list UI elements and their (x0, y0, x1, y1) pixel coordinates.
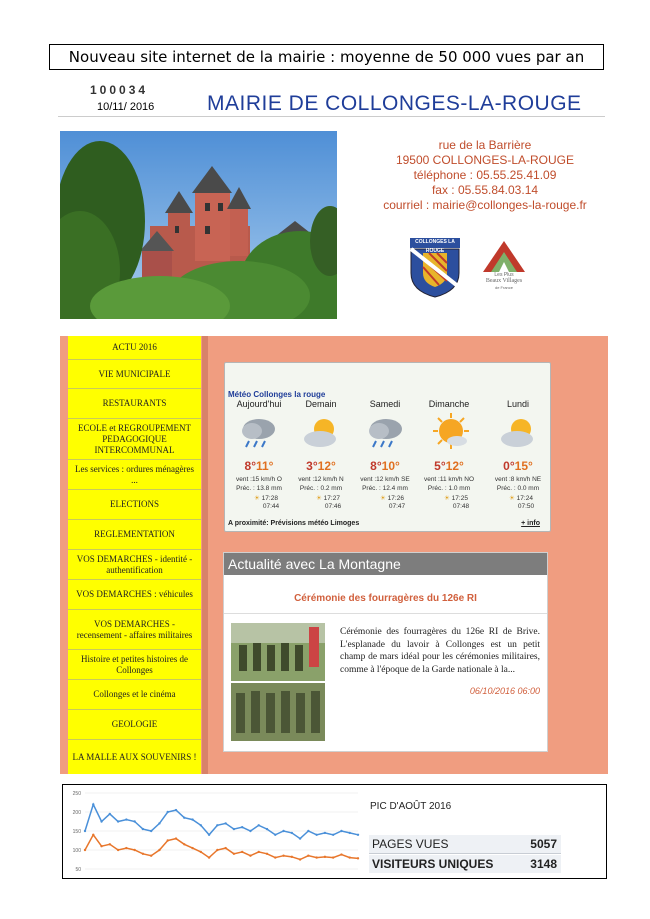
weather-day-name: Demain (305, 399, 337, 409)
data-point (158, 822, 160, 824)
crest-label: COLLONGES LA ROUGE (415, 239, 455, 254)
sunset-icon: ☀ (254, 495, 260, 502)
data-point (340, 830, 342, 832)
weather-widget (224, 362, 551, 532)
weather-day-name: Lundi (506, 399, 530, 409)
data-point (349, 856, 351, 858)
data-point (142, 853, 144, 855)
rain-cloud-icon (366, 413, 406, 453)
weather-details: vent :11 km/h NO Préc. : 1.0 mm (423, 476, 475, 492)
menu-item-cinema[interactable]: Collonges et le cinéma (68, 680, 201, 710)
data-point (167, 811, 169, 813)
address-email[interactable]: courriel : mairie@collonges-la-rouge.fr (383, 198, 587, 212)
weather-details: vent :12 km/h N Préc. : 0.2 mm (298, 476, 344, 492)
sun-cloud-icon (302, 413, 342, 453)
menu-item-elections[interactable]: ELECTIONS (68, 490, 201, 520)
weather-more-link[interactable]: + info (521, 520, 540, 527)
news-date: 06/10/2016 06:00 (469, 686, 540, 696)
weather-temp: 0°15° (503, 459, 533, 473)
stat-value: 3148 (530, 857, 557, 871)
traffic-stats-panel (62, 784, 607, 879)
menu-item-actu[interactable]: ACTU 2016 (68, 336, 201, 360)
data-point (324, 832, 326, 834)
weather-day-name: Samedi (369, 399, 401, 409)
data-point (274, 856, 276, 858)
menu-item-demarches-identite[interactable]: VOS DEMARCHES - identité - authentification (68, 550, 201, 580)
weather-temp: 8°11° (244, 459, 274, 473)
data-point (200, 824, 202, 826)
data-point (117, 820, 119, 822)
data-point (200, 851, 202, 853)
data-point (258, 851, 260, 853)
weather-temp: 5°12° (434, 459, 464, 473)
data-point (175, 809, 177, 811)
data-point (224, 847, 226, 849)
data-point (92, 803, 94, 805)
series-line-0 (85, 804, 358, 838)
y-tick-label: 150 (72, 829, 81, 835)
town-crest-logo (409, 237, 461, 299)
data-point (100, 845, 102, 847)
data-point (332, 856, 334, 858)
data-point (340, 853, 342, 855)
data-point (109, 813, 111, 815)
news-photo[interactable] (231, 623, 325, 741)
data-point (357, 857, 359, 859)
weather-details: vent :12 km/h SE Préc. : 12.4 mm (360, 476, 410, 492)
y-tick-label: 100 (72, 848, 81, 854)
data-point (249, 830, 251, 832)
logo-text-bot: de France (494, 285, 513, 290)
menu-item-vie-municipale[interactable]: VIE MUNICIPALE (68, 360, 201, 389)
announcement-banner: Nouveau site internet de la mairie : moyenne de 50 000 vues par an (49, 44, 604, 70)
data-point (282, 830, 284, 832)
data-point (133, 849, 135, 851)
data-point (133, 820, 135, 822)
data-point (125, 847, 127, 849)
sunset-icon: ☀ (316, 495, 322, 502)
data-point (167, 839, 169, 841)
menu-item-ecole[interactable]: ECOLE et REGROUPEMENT PEDAGOGIQUE INTERCOMMUNAL (68, 419, 201, 460)
panel-separator (202, 336, 208, 774)
data-point (349, 832, 351, 834)
menu-item-histoire[interactable]: Histoire et petites histoires de Collonges (68, 650, 201, 680)
menu-item-services[interactable]: Les services : ordures ménagères ... (68, 460, 201, 490)
data-point (307, 855, 309, 857)
data-point (224, 822, 226, 824)
weather-details: vent :15 km/h O Préc. : 13.8 mm (236, 476, 282, 492)
data-point (357, 834, 359, 836)
data-point (216, 849, 218, 851)
news-body: Cérémonie des fourragères du 126e RI de Brive. L'esplanade du lavoir à Collonges est un petit champ de mars idéal pour les cérémonies militaires, comme à l'époque de la Garde nationale à la... (340, 627, 540, 675)
menu-item-demarches-recensement[interactable]: VOS DEMARCHES - recensement - affaires militaires (68, 610, 201, 650)
data-point (84, 830, 86, 832)
weather-sun-times: ☀ 17:27 07:46 (316, 495, 342, 510)
weather-temp: 3°12° (306, 459, 336, 473)
weather-sun-times: ☀ 17:24 07:50 (509, 495, 535, 510)
y-tick-label: 250 (72, 791, 81, 797)
data-point (241, 851, 243, 853)
menu-item-reglementation[interactable]: REGLEMENTATION (68, 520, 201, 550)
address-city: 19500 COLLONGES-LA-ROUGE (395, 153, 575, 167)
news-headline[interactable]: Cérémonie des fourragères du 126e RI (294, 593, 477, 604)
data-point (100, 820, 102, 822)
data-point (241, 826, 243, 828)
data-point (191, 818, 193, 820)
data-point (92, 834, 94, 836)
weather-title[interactable]: Météo Collonges la rouge (228, 390, 326, 399)
weather-sun-times: ☀ 17:25 07:48 (444, 495, 470, 510)
plus-beaux-villages-logo (479, 238, 529, 300)
data-point (282, 855, 284, 857)
data-point (266, 828, 268, 830)
weather-temp: 8°10° (370, 459, 400, 473)
stat-row (369, 835, 561, 854)
data-point (324, 856, 326, 858)
data-point (150, 830, 152, 832)
data-point (233, 828, 235, 830)
sun-cloud-icon (499, 413, 539, 453)
stat-row (369, 855, 561, 873)
data-point (125, 818, 127, 820)
sunset-icon: ☀ (380, 495, 386, 502)
data-point (109, 843, 111, 845)
data-point (332, 834, 334, 836)
address-phone: téléphone : 05.55.25.41.09 (413, 168, 557, 182)
data-point (216, 824, 218, 826)
rain-cloud-icon (239, 413, 279, 453)
data-point (117, 849, 119, 851)
y-tick-label: 200 (72, 810, 81, 816)
data-point (208, 834, 210, 836)
news-widget (223, 552, 548, 752)
data-point (258, 824, 260, 826)
sun-icon (431, 411, 471, 451)
stat-label: PAGES VUES (372, 837, 449, 851)
data-point (291, 832, 293, 834)
weather-day-name: Aujourd'hui (236, 399, 282, 409)
data-point (274, 834, 276, 836)
site-title[interactable]: MAIRIE DE COLLONGES-LA-ROUGE (207, 92, 582, 115)
weather-details: vent :8 km/h NE Préc. : 0.0 mm (494, 476, 542, 492)
data-point (208, 856, 210, 858)
news-header: Actualité avec La Montagne (224, 553, 547, 575)
sunset-icon: ☀ (444, 495, 450, 502)
data-point (183, 843, 185, 845)
traffic-line-chart (63, 785, 363, 877)
data-point (266, 853, 268, 855)
data-point (150, 855, 152, 857)
stat-value: 5057 (530, 837, 557, 851)
y-tick-label: 50 (75, 867, 81, 873)
village-photo (60, 131, 337, 319)
data-point (315, 856, 317, 858)
address-street: rue de la Barrière (438, 138, 532, 152)
menu-item-demarches-vehicules[interactable]: VOS DEMARCHES : véhicules (68, 580, 201, 610)
header-date: 10/11/ 2016 (97, 101, 155, 113)
data-point (233, 853, 235, 855)
weather-sun-times: ☀ 17:28 07:44 (254, 495, 280, 510)
data-point (307, 830, 309, 832)
data-point (183, 817, 185, 819)
data-point (299, 858, 301, 860)
weather-day-name: Dimanche (428, 399, 470, 409)
data-point (249, 855, 251, 857)
peak-label: PIC D'AOÛT 2016 (370, 801, 452, 812)
news-divider (224, 613, 547, 614)
menu-item-geologie[interactable]: GEOLOGIE (68, 710, 201, 740)
data-point (84, 849, 86, 851)
menu-item-restaurants[interactable]: RESTAURANTS (68, 389, 201, 419)
data-point (158, 849, 160, 851)
data-point (315, 834, 317, 836)
address-fax: fax : 05.55.84.03.14 (431, 183, 539, 197)
weather-footer-link[interactable]: A proximité: Prévisions météo Limoges (228, 520, 360, 527)
menu-item-malle[interactable]: LA MALLE AUX SOUVENIRS ! (72, 751, 197, 762)
logo-text-mid: Beaux Villages (485, 278, 523, 284)
main-menu (68, 336, 201, 774)
data-point (291, 856, 293, 858)
weather-sun-times: ☀ 17:26 07:47 (380, 495, 406, 510)
logo-text-top: Les Plus (494, 272, 514, 278)
data-point (142, 828, 144, 830)
stat-label: VISITEURS UNIQUES (372, 857, 494, 871)
data-point (191, 847, 193, 849)
data-point (175, 837, 177, 839)
data-point (299, 837, 301, 839)
visit-counter: 100034 (90, 83, 149, 97)
sunset-icon: ☀ (509, 495, 515, 502)
